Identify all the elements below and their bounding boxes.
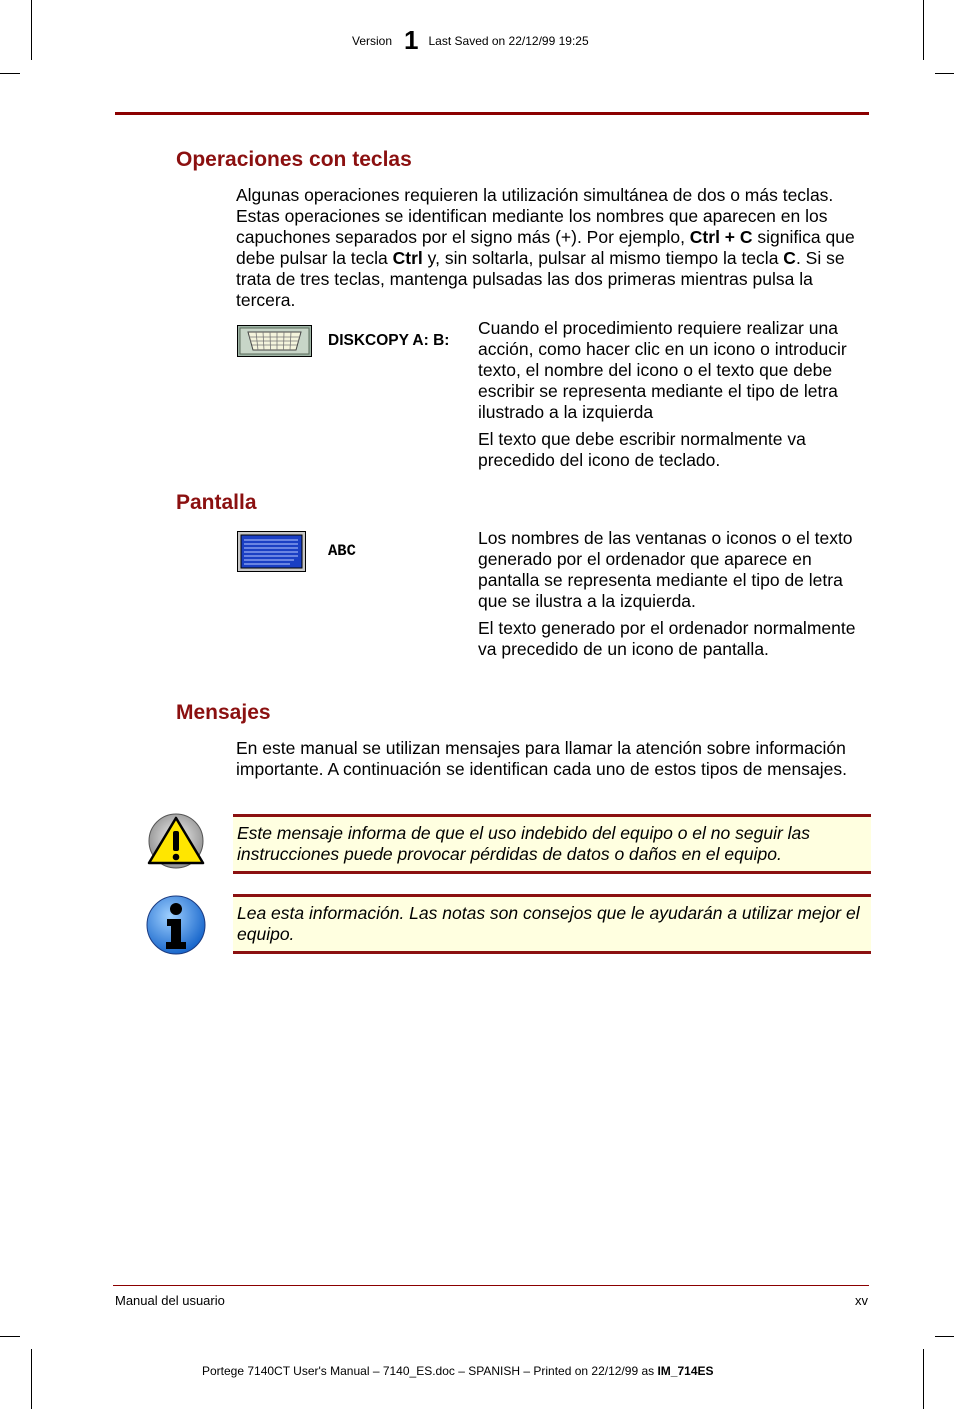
print-info: Portege 7140CT User's Manual – 7140_ES.doc – SPANISH – Printed on 22/12/99 as IM_714ES bbox=[202, 1364, 714, 1378]
crop-mark bbox=[31, 1349, 32, 1409]
crop-mark bbox=[0, 1336, 20, 1337]
crop-mark bbox=[935, 1336, 954, 1337]
operaciones-desc-1: Cuando el procedimiento requiere realizar una acción, como hacer clic en un icono o introducir texto, el nombre del icono o el texto que debe escribir se representa mediante el tipo de letra ilustrado a la izquierda bbox=[478, 318, 847, 422]
crop-mark bbox=[923, 1349, 924, 1409]
footer-left: Manual del usuario bbox=[115, 1293, 225, 1308]
keyboard-icon bbox=[237, 325, 312, 357]
operaciones-desc-2: El texto que debe escribir normalmente va precedido del icono de teclado. bbox=[478, 429, 806, 470]
screen-example: ABC bbox=[328, 542, 356, 560]
crop-mark bbox=[935, 73, 954, 74]
bottom-rule bbox=[113, 1285, 869, 1286]
pantalla-desc-2: El texto generado por el ordenador normalmente va precedido de un icono de pantalla. bbox=[478, 618, 856, 659]
pantalla-description bbox=[478, 528, 870, 666]
screen-icon bbox=[237, 531, 306, 572]
operaciones-description bbox=[478, 318, 870, 477]
crop-mark bbox=[0, 73, 20, 74]
footer-page-number: xv bbox=[855, 1293, 868, 1308]
last-saved: Last Saved on 22/12/99 19:25 bbox=[428, 34, 589, 48]
mensajes-intro: En este manual se utilizan mensajes para llamar la atención sobre información importante. A continuación se identifican cada uno de estos tipos de mensajes. bbox=[236, 738, 847, 779]
warning-icon bbox=[145, 813, 207, 874]
operaciones-intro: Algunas operaciones requieren la utilización simultánea de dos o más teclas. Estas operaciones se identifican mediante los nombres que aparecen en los capuchones separados por el signo más (+). Por ejemplo, Ctrl + C significa que debe pulsar la tecla Ctrl y, sin soltarla, pulsar al mismo tiempo la tecla C. Si se trata de tres teclas, mantenga pulsadas las dos primeras mientras pulsa la tercera. bbox=[236, 185, 855, 310]
version-number: 1 bbox=[404, 25, 419, 55]
warning-message: Este mensaje informa de que el uso indebido del equipo o el no seguir las instrucciones puede provocar pérdidas de datos o daños en el equipo. bbox=[233, 814, 871, 874]
info-message: Lea esta información. Las notas son consejos que le ayudarán a utilizar mejor el equipo. bbox=[233, 894, 871, 954]
crop-mark bbox=[923, 0, 924, 60]
info-icon bbox=[145, 894, 207, 961]
crop-mark bbox=[31, 0, 32, 60]
top-rule bbox=[115, 112, 869, 115]
pantalla-desc-1: Los nombres de las ventanas o iconos o el texto generado por el ordenador que aparece en pantalla se representa mediante el tipo de letra que se ilustra a la izquierda. bbox=[478, 528, 853, 611]
section-title-pantalla: Pantalla bbox=[176, 491, 257, 514]
version-label: Version bbox=[352, 34, 393, 48]
keyboard-example: DISKCOPY A: B: bbox=[328, 332, 450, 349]
section-title-operaciones: Operaciones con teclas bbox=[176, 148, 412, 171]
section-title-mensajes: Mensajes bbox=[176, 701, 271, 724]
page-header bbox=[352, 25, 589, 56]
